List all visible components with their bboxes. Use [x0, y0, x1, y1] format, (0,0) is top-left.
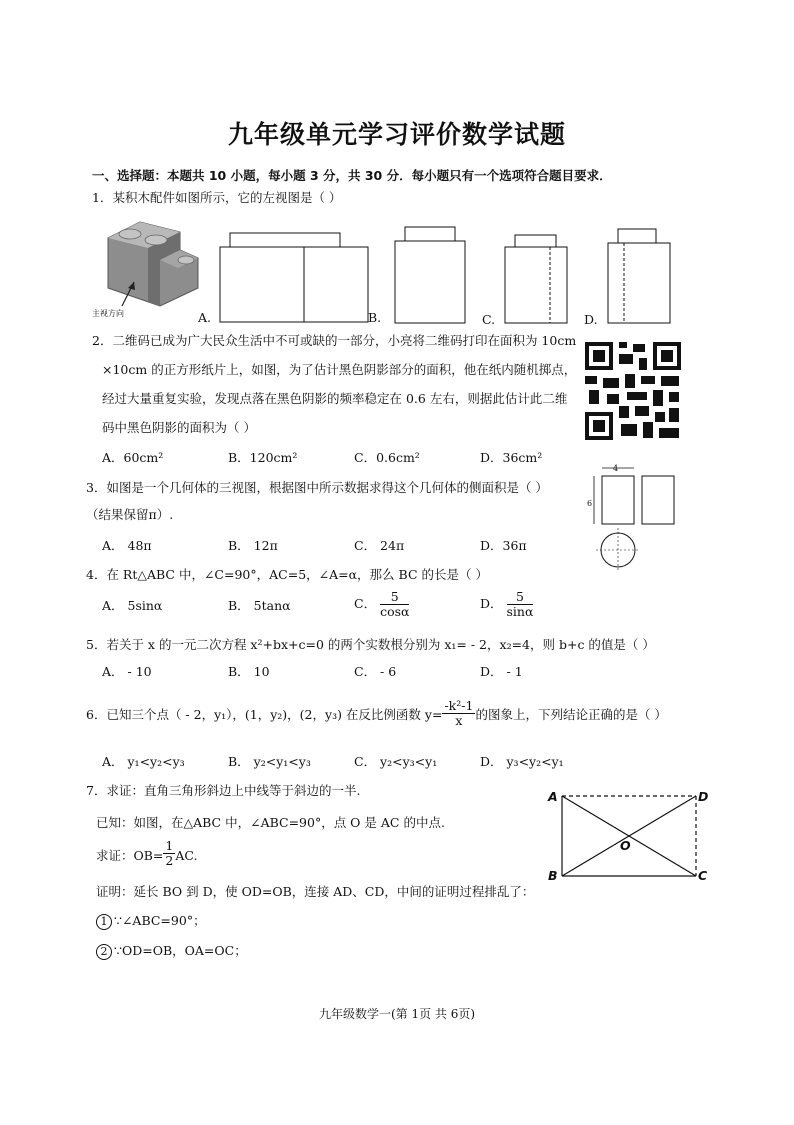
q6-function-fraction: [442, 699, 475, 728]
page-title: 九年级单元学习评价数学试题: [227, 120, 566, 149]
q7-proof-intro: 证明：延长 BO 到 D，使 OD=OB，连接 AD、CD，中间的证明过程排乱了：: [96, 884, 535, 899]
q3-dim-top: 4: [613, 464, 619, 473]
q2-option-b: B．120cm²: [228, 450, 298, 465]
step-1-text: ∵∠ABC=90°；: [114, 913, 206, 928]
q2-option-a: A．60cm²: [102, 450, 164, 465]
q3-option-b: B． 12π: [228, 538, 278, 553]
qr-code-image: [583, 340, 683, 442]
q7-given: 已知：如图，在△ABC 中，∠ABC=90°，点 O 是 AC 的中点.: [96, 815, 445, 830]
page-footer: 九年级数学一(第 1页 共 6页): [318, 1007, 476, 1021]
q1-option-a-label: A.: [198, 310, 212, 325]
point-a: A: [548, 789, 558, 804]
q2-option-d: D．36cm²: [480, 450, 543, 465]
q4-option-d-fraction: [507, 590, 534, 619]
q6-option-c: C． y₂<y₃<y₁: [354, 754, 438, 769]
q6-stem-end: 的图象上，下列结论正确的是（ ）: [475, 707, 667, 722]
q7-prove-end: AC.: [175, 848, 198, 863]
q1-photo-caption: 主视方向: [92, 309, 124, 318]
q6-option-a: A． y₁<y₂<y₃: [102, 754, 185, 769]
q3-option-c: C． 24π: [354, 538, 405, 553]
q4-option-c: [354, 590, 409, 619]
q3-three-views: [584, 460, 694, 575]
q6-stem-start: 6．已知三个点（ - 2，y₁），(1，y₂)，(2，y₃) 在反比例函数 y=: [86, 707, 443, 722]
q5-option-c: C． - 6: [354, 664, 397, 679]
q3-option-a: A． 48π: [102, 538, 152, 553]
q1-option-c-label: C.: [482, 312, 496, 327]
point-o: O: [620, 838, 631, 853]
q4-option-d: [480, 590, 533, 619]
q4-option-a: A． 5sinα: [102, 598, 163, 613]
q1-option-d-label: D.: [584, 312, 598, 327]
section-heading: 一、选择题：本题共 10 小题，每小题 3 分，共 30 分．每小题只有一个选项符合题目要求．: [92, 168, 612, 183]
q4-d-numerator: 5: [507, 590, 534, 605]
step-2-marker: 2: [96, 944, 112, 960]
q1-option-views: [210, 225, 650, 325]
q5-option-a: A． - 10: [102, 664, 152, 679]
q5-stem: 5．若关于 x 的一元二次方程 x²+bx+c=0 的两个实数根分别为 x₁= - 2，x₂=4，则 b+c 的值是（ ）: [86, 637, 655, 652]
q6-option-d: D． y₃<y₂<y₁: [480, 754, 564, 769]
q6-numerator: -k²-1: [444, 698, 474, 713]
q6-denominator: x: [455, 713, 463, 728]
q4-option-c-label: C．: [354, 596, 377, 611]
q4-c-denominator: cosα: [380, 604, 410, 619]
q6-option-b: B． y₂<y₁<y₃: [228, 754, 311, 769]
q7-rectangle-figure: [548, 788, 718, 888]
q3-line1: 3．如图是一个几何体的三视图，根据图中所示数据求得这个几何体的侧面积是（ ）: [86, 480, 548, 495]
q7-denominator: 2: [165, 853, 174, 868]
q4-stem: 4．在 Rt△ABC 中，∠C=90°，AC=5，∠A=α，那么 BC 的长是（ ）: [86, 567, 488, 582]
q7-numerator: 1: [165, 838, 174, 853]
q6-stem: [86, 698, 667, 728]
q3-option-d: D．36π: [480, 538, 527, 553]
point-c: C: [698, 868, 708, 883]
q4-d-denominator: sinα: [506, 604, 534, 619]
q7-step-2: [96, 943, 247, 960]
q7-step-1: [96, 913, 206, 930]
q1-stem: 1．某积木配件如图所示，它的左视图是（ ）: [92, 190, 342, 205]
q1-option-b-label: B.: [368, 310, 382, 325]
q2-option-c: C．0.6cm²: [354, 450, 420, 465]
q4-c-numerator: 5: [380, 590, 409, 605]
q7-prove-start: 求证：OB=: [96, 848, 164, 863]
q3-line2: （结果保留π）.: [86, 507, 174, 522]
point-d: D: [698, 789, 709, 804]
q5-option-b: B． 10: [228, 664, 270, 679]
q7-stem: 7．求证：直角三角形斜边上中线等于斜边的一半.: [86, 783, 361, 798]
q3-dim-side: 6: [587, 499, 593, 508]
q7-half-fraction: [163, 839, 175, 868]
q4-option-b: B． 5tanα: [228, 598, 291, 613]
q2-line2: ×10cm 的正方形纸片上，如图，为了估计黑色阴影部分的面积，他在纸内随机掷点，: [102, 362, 577, 377]
q5-option-d: D． - 1: [480, 664, 523, 679]
q2-line4: 码中黑色阴影的面积为（ ）: [102, 420, 256, 435]
q2-line3: 经过大量重复实验，发现点落在黑色阴影的频率稳定在 0.6 左右，则据此估计此二维: [102, 391, 568, 406]
step-2-text: ∵OD=OB，OA=OC；: [114, 943, 247, 958]
q4-option-c-fraction: [380, 590, 409, 619]
q2-line1: 2．二维码已成为广大民众生活中不可或缺的一部分，小亮将二维码打印在面积为 10cm: [92, 333, 577, 348]
q7-prove: [96, 838, 198, 868]
point-b: B: [548, 868, 558, 883]
step-1-marker: 1: [96, 914, 112, 930]
q4-option-d-label: D．: [480, 596, 503, 611]
